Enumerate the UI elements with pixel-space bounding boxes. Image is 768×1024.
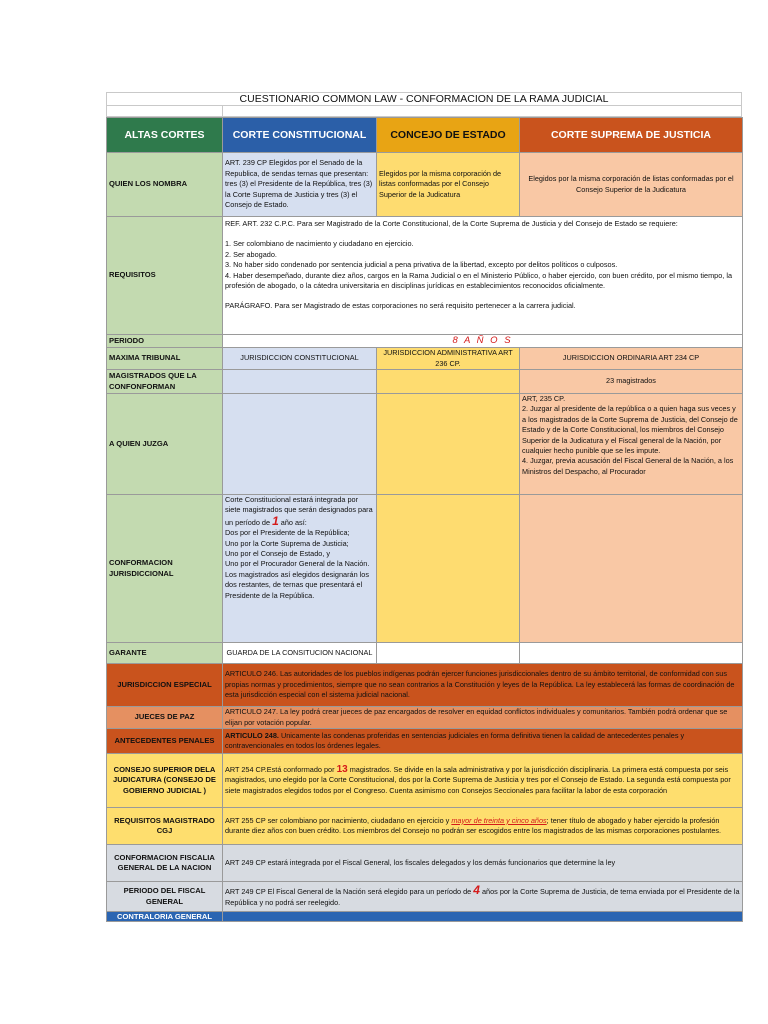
cell-empty [223, 394, 377, 495]
row-label: CONFORMACION JURISDICCIONAL [107, 495, 223, 643]
row-periodo [107, 335, 743, 348]
requisitos-item: 1. Ser colombiano de nacimiento y ciudadano en ejercicio. [225, 239, 414, 249]
comparison-table [106, 117, 743, 922]
cell-text: JURISDICCION ORDINARIA ART 234 CP [520, 348, 743, 370]
cell-text: JURISDICCION CONSTITUCIONAL [223, 348, 377, 370]
reqcgj-text [223, 808, 743, 845]
row-label: REQUISITOS [107, 217, 223, 335]
juzga-line: ART, 235 CP. [522, 394, 566, 403]
requisitos-item: 3. No haber sido condenado por sentencia judicial a pena privativa de la libertad, excepto por delitos políticos o culposos. [225, 260, 618, 270]
reqcgj-pre: ART 255 CP ser colombiano por nacimiento, ciudadano en ejercicio y [225, 815, 450, 825]
requisitos-item: 2. Ser abogado. [225, 249, 277, 259]
header-row [107, 118, 743, 153]
periodo-fiscal-text [223, 882, 743, 912]
row-reqcgj [107, 808, 743, 845]
article-text: Unicamente las condenas proferidas en sentencias judiciales en forma definitiva tienen la calidad de antecedentes penales y contravencionales en todos los órdenes legales. [225, 730, 685, 750]
row-juzga [107, 394, 743, 495]
juzga-text [520, 394, 743, 495]
reqcgj-post: ; tener título de abogado y haber ejercido la profesión durante diez años con buen crédito. Los miembros del Consejo no podrán ser escogidos entre los magistrados de las mismas corporaciones postulantes. [225, 815, 722, 835]
cell-text: Elegidos por la misma corporación de listas conformadas por el Consejo Superior de la Judicatura [377, 153, 520, 217]
row-label: A QUIEN JUZGA [107, 394, 223, 495]
requisitos-text [223, 217, 743, 335]
spreadsheet [106, 92, 742, 922]
consejo-pre: ART 254 CP.Está conformado por [225, 764, 335, 774]
cell-empty [520, 643, 743, 664]
conformacion-line [225, 495, 374, 528]
row-conformacion [107, 495, 743, 643]
periodo-years: 8 A Ñ O S [452, 334, 513, 346]
juzga-line: 4. Juzgar, previa acusación del Fiscal General de la Nación, a los Ministros del Despacho, al Procurador [522, 456, 734, 476]
cell-empty [223, 912, 743, 922]
cell-empty [377, 370, 520, 394]
row-label: CONFORMACION FISCALIA GENERAL DE LA NACION [107, 845, 223, 882]
antecedentes-text [223, 729, 743, 754]
row-label: PERIODO [107, 335, 223, 348]
row-especial [107, 664, 743, 707]
reqcgj-age: mayor de treinta y cinco años [451, 815, 547, 825]
row-label: JURISDICCION ESPECIAL [107, 664, 223, 707]
cell-empty [377, 394, 520, 495]
cell-text: GUARDA DE LA CONSITUCION NACIONAL [223, 643, 377, 664]
sheet-title: CUESTIONARIO COMMON LAW - CONFORMACION DE LA RAMA JUDICIAL [106, 92, 742, 105]
requisitos-intro: REF. ART. 232 C.P.C. Para ser Magistrado de la Corte Constitucional, de la Corte Suprema de Justicia y del Consejo de Estado se requiere: [225, 219, 678, 228]
row-periodo-fiscal [107, 882, 743, 912]
row-quien [107, 153, 743, 217]
cell-empty [377, 495, 520, 643]
conformacion-intro: Corte Constitucional estará integrada por siete magistrados que serán designados para un período de [225, 495, 373, 527]
juzga-line: 2. Juzgar al presidente de la república o a quien haga sus veces y a los magistrados de la Corte Suprema de Justicia, del Consejo de Estado y de la Corte Constitucional, los miembros del Consejo Superior de la Judicatura y el Fiscal general de la Nación, por cualquier hecho punible que se les impute. [522, 404, 738, 456]
row-label: ANTECEDENTES PENALES [107, 729, 223, 754]
row-label: CONSEJO SUPERIOR DELA JUDICATURA (CONSEJO DE GOBIERNO JUDICIAL ) [107, 754, 223, 808]
row-antecedentes [107, 729, 743, 754]
cell-text: 23 magistrados [520, 370, 743, 394]
row-garante [107, 643, 743, 664]
header-altas-cortes: ALTAS CORTES [107, 118, 223, 153]
row-label: QUIEN LOS NOMBRA [107, 153, 223, 217]
row-contraloria [107, 912, 743, 922]
header-corte-constitucional: CORTE CONSTITUCIONAL [223, 118, 377, 153]
cell-text: Elegidos por la misma corporación de listas conformadas por el Consejo Superior de la Judicatura [520, 153, 743, 217]
periodo-fiscal-post: años por la Corte Suprema de Justicia, de terna enviada por el Presidente de la República y no podrá ser reelegido. [225, 887, 740, 907]
conformacion-line: Uno por el Procurador General de la Nación. [225, 559, 370, 569]
conformacion-period-number: 1 [272, 513, 279, 528]
article-number: ARTICULO 248. [225, 730, 279, 740]
cell-empty [377, 643, 520, 664]
cell-text: ART 249 CP estará integrada por el Fiscal General, los fiscales delegados y los demás funcionarios que determine la ley [223, 845, 743, 882]
cell-empty [223, 370, 377, 394]
consejo-text [223, 754, 743, 808]
blank-row [106, 105, 742, 117]
row-label: JUECES DE PAZ [107, 707, 223, 729]
row-paz [107, 707, 743, 729]
conformacion-intro-end: año así: [280, 517, 307, 527]
row-maxima [107, 348, 743, 370]
periodo-fiscal-years: 4 [473, 883, 480, 898]
row-fiscalia [107, 845, 743, 882]
cell-text: ARTICULO 246. Las autoridades de los pueblos indígenas podrán ejercer funciones jurisdiccionales dentro de su ámbito territorial, de conformidad con sus propias normas y procedimientos, siempre que no sean contrarios a la Constitución y leyes de la República. La ley establecerá las formas de coordinación de esta jurisdicción especial con el sistema judicial nacional. [223, 664, 743, 707]
row-consejo [107, 754, 743, 808]
conformacion-line: Los magistrados así elegidos designarán los dos restantes, de ternas que presentará el Presidente de la República. [225, 569, 369, 600]
conformacion-text [223, 495, 377, 643]
periodo-fiscal-pre: ART 249 CP El Fiscal General de la Nación será elegido para un período de [225, 887, 472, 897]
requisitos-item: 4. Haber desempeñado, durante diez años, cargos en la Rama Judicial o en el Ministerio Público, o haber ejercido, con buen crédito, por el mismo tiempo, la profesión de abogado, o la cátedra universitaria en disciplinas jurídicas en establecimientos reconocidos oficialmente. [225, 270, 733, 291]
periodo-value [223, 335, 743, 348]
row-label: PERIODO DEL FISCAL GENERAL [107, 882, 223, 912]
header-concejo-estado: CONCEJO DE ESTADO [377, 118, 520, 153]
consejo-count: 13 [336, 763, 348, 775]
row-label: CONTRALORIA GENERAL [107, 912, 223, 922]
row-label: MAGISTRADOS QUE LA CONFONFORMAN [107, 370, 223, 394]
cell-empty [520, 495, 743, 643]
row-magistrados [107, 370, 743, 394]
cell-text: JURISDICCION ADMINISTRATIVA ART 236 CP. [377, 348, 520, 370]
row-label: REQUISITOS MAGISTRADO CGJ [107, 808, 223, 845]
header-corte-suprema: CORTE SUPREMA DE JUSTICIA [520, 118, 743, 153]
row-label: GARANTE [107, 643, 223, 664]
row-label: MAXIMA TRIBUNAL [107, 348, 223, 370]
cell-text: ARTICULO 247. La ley podrá crear jueces de paz encargados de resolver en equidad conflictos individuales y comunitarios. También podrá ordenar que se elijan por votación popular. [223, 707, 743, 729]
cell-text: ART. 239 CP Elegidos por el Senado de la Republica, de sendas ternas que presentan: tres (3) el Presidente de la República, tres (3) la Corte Suprema de Justicia y tres (3) el Consejo de Estado. [223, 153, 377, 217]
consejo-post: magistrados. Se divide en la sala administrativa y por la jurisdicción disciplinaria. La primera está compuesta por seis magistrados, uno elegido por la Corte Constitucional, dos por la Corte Suprema de Justicia y tres por el Consejo de Estado. La segunda está compuesta por siete magistrados elegidos todos por el Congreso. Cuenta asimismo con Consejos Seccionales para facilitar la labor de esta corporación [225, 764, 731, 795]
conformacion-line: Uno por el Consejo de Estado, y [225, 549, 331, 559]
conformacion-line: Dos por el Presidente de la República; [225, 528, 350, 538]
row-requisitos [107, 217, 743, 335]
requisitos-paragrafo: PARÁGRAFO. Para ser Magistrado de estas corporaciones no será requisito pertenecer a la carrera judicial. [225, 301, 576, 311]
conformacion-line: Uno por la Corte Suprema de Justicia; [225, 538, 349, 548]
